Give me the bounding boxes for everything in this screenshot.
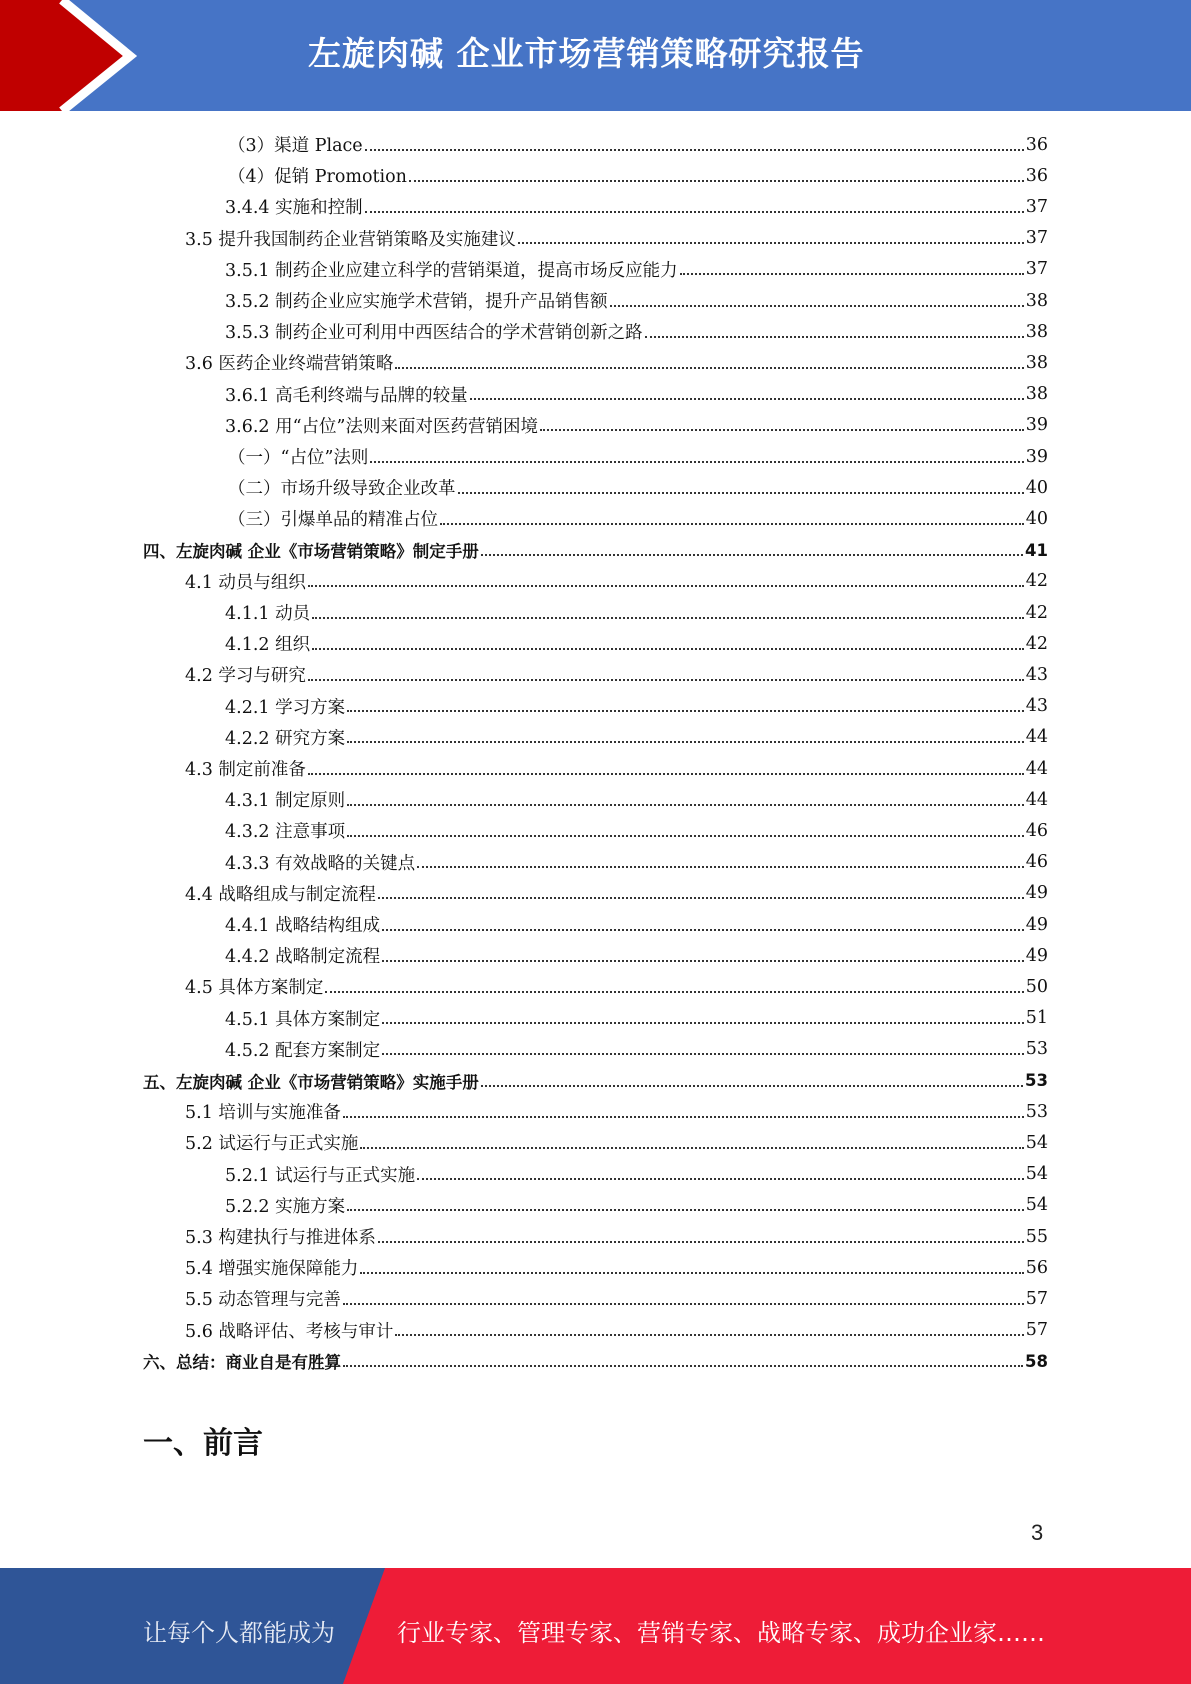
toc-entry-page: 49: [1025, 945, 1048, 966]
toc-entry[interactable]: [225, 1159, 1048, 1190]
toc-entry-page: 39: [1025, 415, 1048, 436]
toc-entry-page: 40: [1025, 477, 1048, 498]
toc-entry-label: 5.2.1 试运行与正式实施: [225, 1165, 416, 1186]
toc-entry-page: 44: [1025, 727, 1048, 748]
toc-entry-label: 4.5 具体方案制定: [185, 978, 324, 999]
toc-entry-label: 五、左旋肉碱 企业《市场营销策略》实施手册: [143, 1072, 479, 1092]
toc-entry[interactable]: [225, 1003, 1048, 1034]
toc-entry-label: 3.6.2 用“占位”法则来面对医药营销困境: [225, 416, 538, 437]
dot-leader: [481, 540, 1023, 560]
toc-entry-label: 5.6 战略评估、考核与审计: [185, 1321, 394, 1342]
toc-entry-label: 3.5.3 制药企业可利用中西医结合的学术营销创新之路: [225, 323, 643, 344]
section-heading: 一、前言: [143, 1426, 263, 1461]
toc-entry-label: 4.4.2 战略制定流程: [225, 947, 381, 968]
toc-entry-page: 42: [1025, 571, 1048, 592]
toc-entry[interactable]: [185, 878, 1048, 909]
toc-entry-label: 4.2.1 学习方案: [225, 697, 346, 718]
dot-leader: [417, 852, 1024, 872]
toc-entry-label: 3.5.1 制药企业应建立科学的营销渠道，提高市场反应能力: [225, 260, 678, 281]
dot-leader: [365, 135, 1024, 155]
footer-slogan-right: 行业专家、管理专家、营销专家、战略专家、成功企业家……: [397, 1619, 1045, 1647]
toc-entry[interactable]: [185, 1127, 1048, 1158]
toc-entry[interactable]: [225, 191, 1048, 222]
toc-entry[interactable]: [225, 722, 1048, 753]
toc-entry-label: （3）渠道 Place: [228, 136, 363, 156]
toc-entry-page: 40: [1025, 508, 1048, 529]
dot-leader: [378, 1227, 1024, 1247]
toc-entry[interactable]: [225, 597, 1048, 628]
toc-entry-page: 49: [1025, 914, 1048, 935]
dot-leader: [312, 634, 1024, 654]
dot-leader: [308, 759, 1024, 779]
toc-entry[interactable]: [185, 223, 1048, 254]
toc-entry-page: 53: [1025, 1101, 1048, 1122]
page-number: 3: [1031, 1520, 1044, 1545]
toc-entry-label: 3.5.2 制药企业应实施学术营销，提升产品销售额: [225, 292, 608, 312]
toc-entry[interactable]: [185, 347, 1048, 378]
toc-entry-label: 5.2.2 实施方案: [225, 1196, 346, 1217]
toc-entry[interactable]: [225, 909, 1048, 940]
toc-entry-label: 5.1 培训与实施准备: [185, 1103, 341, 1124]
toc-entry-label: 5.5 动态管理与完善: [185, 1290, 341, 1311]
toc-entry[interactable]: [225, 784, 1048, 815]
toc-entry-label: 4.3.3 有效战略的关键点: [225, 853, 416, 874]
toc-entry-label: （三）引爆单品的精准占位: [228, 510, 438, 531]
toc-entry-page: 39: [1025, 446, 1048, 467]
toc-entry-label: （4）促销 Promotion: [228, 167, 407, 188]
toc-entry[interactable]: [225, 379, 1048, 410]
toc-entry-page: 46: [1025, 820, 1048, 841]
toc-entry-label: 4.3.2 注意事项: [225, 822, 346, 843]
dot-leader: [382, 1008, 1024, 1028]
toc-entry-page: 54: [1025, 1195, 1048, 1216]
toc-entry-label: 4.2.2 研究方案: [225, 728, 346, 749]
document-title: 左旋肉碱 企业市场营销策略研究报告: [308, 34, 865, 73]
toc-entry[interactable]: [225, 285, 1048, 316]
dot-leader: [680, 259, 1024, 279]
toc-entry-page: 53: [1025, 1039, 1048, 1060]
dot-leader: [610, 291, 1024, 311]
toc-entry-page: 49: [1025, 883, 1048, 904]
toc-entry-label: 5.2 试运行与正式实施: [185, 1134, 359, 1155]
toc-entry-page: 36: [1025, 134, 1048, 155]
toc-entry[interactable]: [185, 1315, 1048, 1346]
toc-entry[interactable]: [228, 503, 1048, 534]
toc-entry[interactable]: [228, 160, 1048, 191]
toc-entry-page: 57: [1025, 1288, 1048, 1309]
dot-leader: [343, 1289, 1024, 1309]
dot-leader: [347, 790, 1024, 810]
toc-entry-label: 3.4.4 实施和控制: [225, 198, 363, 219]
toc-entry-label: 4.1.1 动员: [225, 604, 311, 624]
dot-leader: [378, 883, 1024, 903]
toc-entry[interactable]: [225, 410, 1048, 441]
toc-entry[interactable]: [185, 971, 1048, 1002]
toc-entry-label: 3.6 医药企业终端营销策略: [185, 354, 394, 375]
chevron-decoration-icon: [0, 0, 160, 111]
dot-leader: [440, 509, 1024, 529]
dot-leader: [325, 977, 1023, 997]
dot-leader: [645, 322, 1024, 342]
toc-entry-label: 4.3.1 制定原则: [225, 791, 346, 812]
dot-leader: [343, 1351, 1023, 1371]
toc-entry[interactable]: [225, 847, 1048, 878]
dot-leader: [540, 415, 1024, 435]
dot-leader: [382, 1039, 1024, 1059]
footer-slogan-left: 让每个人都能成为: [143, 1619, 335, 1647]
dot-leader: [417, 1164, 1024, 1184]
toc-entry-page: 58: [1025, 1351, 1048, 1371]
toc-entry[interactable]: [185, 1221, 1048, 1252]
dot-leader: [308, 665, 1024, 685]
toc-entry-page: 42: [1025, 602, 1048, 623]
toc-entry-page: 43: [1025, 664, 1048, 685]
page-footer: [0, 1568, 1191, 1684]
toc-entry-label: 六、总结：商业自是有胜算: [143, 1353, 341, 1373]
toc-entry[interactable]: [185, 659, 1048, 690]
toc-entry-label: 4.5.2 配套方案制定: [225, 1040, 381, 1061]
toc-entry-label: 5.4 增强实施保障能力: [185, 1259, 359, 1280]
dot-leader: [370, 447, 1023, 467]
dot-leader: [409, 166, 1024, 186]
toc-entry-label: （二）市场升级导致企业改革: [228, 479, 456, 500]
toc-entry-page: 54: [1025, 1164, 1048, 1185]
toc-entry-page: 50: [1025, 976, 1048, 997]
page-header: [0, 0, 1191, 111]
toc-entry-label: 5.3 构建执行与推进体系: [185, 1228, 376, 1248]
toc-entry[interactable]: [185, 1283, 1048, 1314]
toc-entry[interactable]: [225, 691, 1048, 722]
toc-entry-page: 42: [1025, 633, 1048, 654]
dot-leader: [518, 228, 1024, 248]
dot-leader: [458, 478, 1024, 498]
toc-entry[interactable]: [185, 1252, 1048, 1283]
toc-entry-page: 44: [1025, 789, 1048, 810]
toc-entry-page: 37: [1025, 196, 1048, 217]
dot-leader: [360, 1258, 1023, 1278]
toc-entry-label: 4.1 动员与组织: [185, 572, 306, 593]
toc-entry-label: 3.6.1 高毛利终端与品牌的较量: [225, 385, 468, 406]
toc-entry-page: 46: [1025, 852, 1048, 873]
toc-entry-page: 55: [1025, 1226, 1048, 1247]
toc-entry[interactable]: [185, 566, 1048, 597]
toc-entry-page: 44: [1025, 758, 1048, 779]
toc-entry[interactable]: [143, 1346, 1048, 1377]
toc-entry-label: 4.4.1 战略结构组成: [225, 916, 381, 936]
dot-leader: [470, 384, 1024, 404]
toc-entry-label: （一）“占位”法则: [228, 448, 369, 468]
toc-entry-page: 57: [1025, 1320, 1048, 1341]
toc-entry-page: 41: [1025, 540, 1048, 560]
toc-entry[interactable]: [225, 628, 1048, 659]
toc-entry[interactable]: [225, 815, 1048, 846]
toc-entry-label: 4.5.1 具体方案制定: [225, 1009, 381, 1030]
toc-entry[interactable]: [225, 1034, 1048, 1065]
dot-leader: [312, 603, 1024, 623]
toc-entry-label: 4.1.2 组织: [225, 635, 311, 656]
dot-leader: [347, 727, 1024, 747]
toc-entry-page: 51: [1025, 1008, 1048, 1029]
toc-entry[interactable]: [225, 1190, 1048, 1221]
toc-entry-page: 38: [1025, 352, 1048, 373]
dot-leader: [395, 353, 1023, 373]
toc-entry-label: 4.2 学习与研究: [185, 666, 306, 687]
dot-leader: [360, 1133, 1023, 1153]
toc-entry-page: 43: [1025, 696, 1048, 717]
toc-entry-label: 4.3 制定前准备: [185, 760, 306, 780]
toc-entry-page: 38: [1025, 290, 1048, 311]
toc-entry-page: 56: [1025, 1257, 1048, 1278]
dot-leader: [347, 1195, 1024, 1215]
toc-entry[interactable]: [225, 940, 1048, 971]
dot-leader: [382, 915, 1024, 935]
dot-leader: [365, 197, 1024, 217]
dot-leader: [481, 1071, 1023, 1091]
dot-leader: [308, 571, 1024, 591]
toc-entry-page: 38: [1025, 384, 1048, 405]
toc-entry[interactable]: [143, 1065, 1048, 1096]
toc-entry-page: 37: [1025, 259, 1048, 280]
dot-leader: [347, 696, 1024, 716]
toc-entry[interactable]: [143, 535, 1048, 566]
toc-entry[interactable]: [228, 441, 1048, 472]
toc-entry[interactable]: [228, 129, 1048, 160]
toc-entry-page: 36: [1025, 165, 1048, 186]
toc-entry[interactable]: [228, 472, 1048, 503]
toc-entry[interactable]: [225, 316, 1048, 347]
toc-entry[interactable]: [225, 254, 1048, 285]
toc-entry[interactable]: [185, 1096, 1048, 1127]
toc-entry[interactable]: [185, 753, 1048, 784]
toc-entry-label: 4.4 战略组成与制定流程: [185, 884, 376, 905]
dot-leader: [382, 946, 1024, 966]
dot-leader: [347, 821, 1024, 841]
toc-entry-label: 3.5 提升我国制药企业营销策略及实施建议: [185, 229, 516, 250]
dot-leader: [343, 1102, 1024, 1122]
dot-leader: [395, 1320, 1023, 1340]
toc-entry-page: 54: [1025, 1132, 1048, 1153]
toc-entry-label: 四、左旋肉碱 企业《市场营销策略》制定手册: [143, 542, 479, 562]
toc-entry-page: 53: [1025, 1071, 1048, 1090]
toc-entry-page: 37: [1025, 228, 1048, 249]
toc-entry-page: 38: [1025, 321, 1048, 342]
